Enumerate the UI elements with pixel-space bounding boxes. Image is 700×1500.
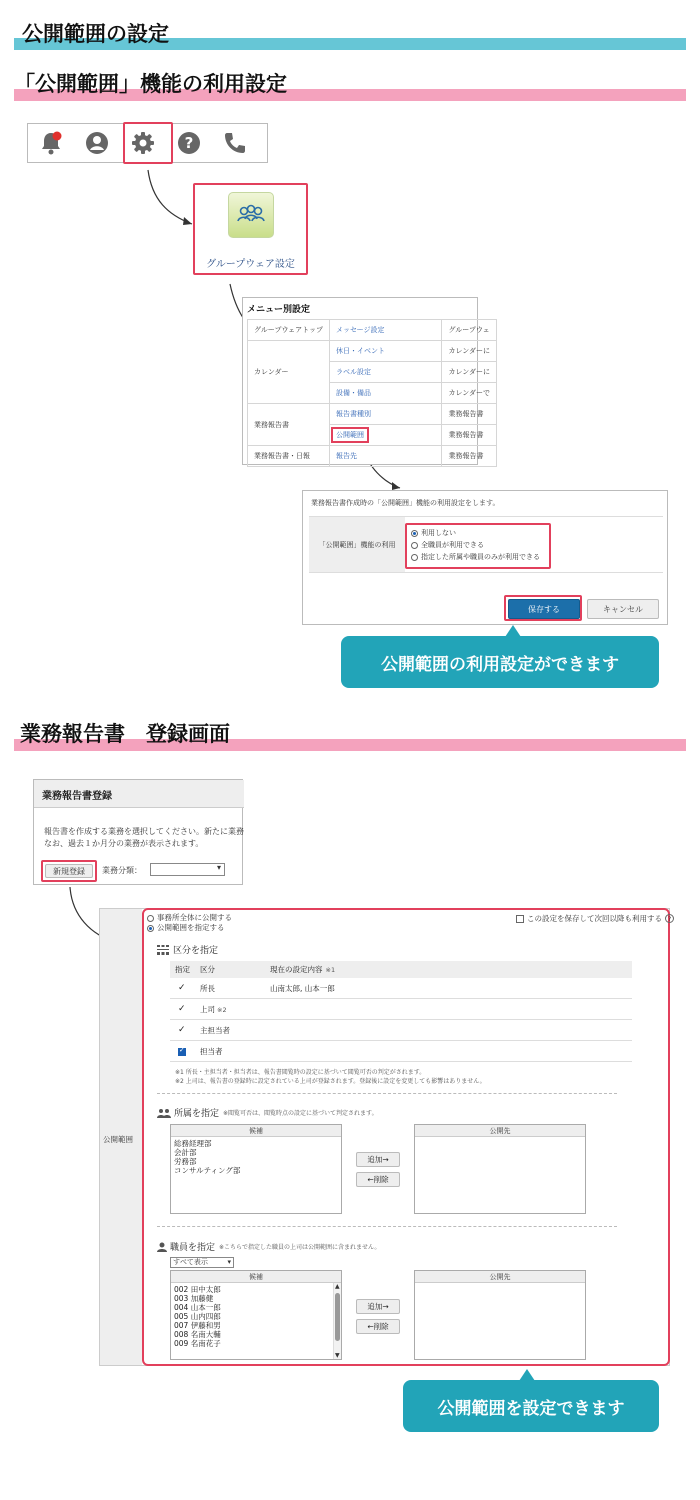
menu-item-public-scope-link[interactable]: 公開範囲 — [331, 427, 369, 443]
list-item[interactable]: 総務経理部 — [174, 1139, 212, 1148]
group-icon — [236, 204, 266, 226]
radio-unselected[interactable] — [411, 554, 418, 561]
menu-group-cell: カレンダー — [248, 341, 330, 404]
usage-options-highlight — [405, 523, 551, 569]
groupware-settings-label: グループウェア設定 — [206, 259, 295, 270]
usage-option[interactable]: 全職員が利用できる — [411, 539, 545, 551]
menu-settings-panel — [242, 297, 490, 465]
dept-target-list[interactable] — [414, 1124, 586, 1214]
menu-desc-cell: 業務報告書 — [442, 446, 497, 467]
person-icon — [157, 1242, 167, 1252]
radio-public-all[interactable]: 事務所全体に公開する — [147, 913, 232, 923]
section1-subtitle: 「公開範囲」機能の利用設定 — [14, 72, 287, 96]
menu-desc-cell: 業務報告書 — [442, 425, 497, 446]
scope-radios — [147, 913, 232, 933]
checkbox[interactable] — [516, 915, 524, 923]
menu-item-public-scope-cell — [329, 425, 442, 446]
category-section-header: 区分を指定 — [157, 943, 218, 956]
menu-item-link[interactable]: 報告書種別 — [329, 404, 442, 425]
save-next-checkbox[interactable]: この設定を保存して次回以降も利用する ? — [516, 913, 674, 924]
category-name: 上司 ※2 — [200, 1004, 227, 1014]
check-mark-icon[interactable]: ✓ — [178, 1025, 186, 1035]
category-row — [170, 999, 632, 1020]
category-row: ✓ 担当者 — [170, 1041, 632, 1062]
chevron-down-icon: ▾ — [227, 1258, 231, 1266]
staff-add-button[interactable]: 追加→ — [356, 1299, 400, 1314]
radio-selected[interactable] — [411, 530, 418, 537]
list-item[interactable]: 会計部 — [174, 1148, 197, 1157]
category-table-header: 指定 区分 現在の設定内容 ※1 — [170, 961, 632, 978]
register-panel — [33, 779, 243, 885]
svg-text:?: ? — [184, 134, 194, 152]
menu-group-cell: グループウェアトップ — [248, 320, 330, 341]
scrollbar[interactable] — [333, 1283, 341, 1359]
radio-selected[interactable] — [147, 925, 154, 932]
scope-form-side — [100, 909, 142, 1365]
staff-section-header: 職員を指定 ※こちらで指定した職員の上司は公開範囲に含まれません。 — [157, 1240, 380, 1253]
menu-desc-cell: グループウェ — [442, 320, 497, 341]
staff-target-header: 公開先 — [415, 1271, 585, 1283]
list-item[interactable]: 005 山内四郎 — [174, 1312, 221, 1321]
category-row: ✓ 所長 山南太郎, 山本一郎 — [170, 978, 632, 999]
divider — [157, 1093, 617, 1094]
register-panel-title: 業務報告書登録 — [42, 791, 112, 802]
scroll-thumb[interactable] — [335, 1293, 340, 1341]
menu-item-link[interactable]: 休日・イベント — [329, 341, 442, 362]
save-button-highlight — [504, 595, 582, 621]
checkbox-checked[interactable] — [178, 1048, 186, 1056]
callout1: 公開範囲の利用設定ができます — [341, 636, 659, 688]
usage-setting-intro: 業務報告書作成時の「公開範囲」機能の利用設定をします。 — [311, 499, 500, 507]
new-register-highlight — [41, 860, 97, 882]
usage-option[interactable]: 利用しない — [411, 527, 545, 539]
menu-settings-title: メニュー別設定 — [247, 305, 311, 315]
menu-settings-table — [247, 319, 497, 467]
scope-side-label: 公開範囲 — [103, 1135, 133, 1144]
save-button[interactable]: 保存する — [508, 599, 580, 619]
staff-filter-select[interactable]: すべて表示 ▾ — [170, 1257, 234, 1268]
radio-unselected[interactable] — [147, 915, 154, 922]
dept-target-header: 公開先 — [415, 1125, 585, 1137]
list-item[interactable]: 003 加藤健 — [174, 1294, 214, 1303]
chevron-down-icon: ▾ — [216, 863, 221, 872]
section2-title: 業務報告書 登録画面 — [20, 722, 230, 746]
dept-add-button[interactable]: 追加→ — [356, 1152, 400, 1167]
category-footnote2: ※2 上司は、報告書の登録時に設定されている上司が登録されます。登録後に設定を変更しても影響はありません。 — [175, 1078, 486, 1085]
category-grid-icon — [157, 945, 169, 955]
dept-candidate-items — [171, 1137, 341, 1177]
category-row: ✓ 主担当者 — [170, 1020, 632, 1041]
dept-section-header: 所属を指定 ※閲覧可否は、閲覧時点の設定に基づいて判定されます。 — [157, 1106, 378, 1119]
list-item[interactable]: 002 田中太郎 — [174, 1285, 221, 1294]
menu-item-link[interactable]: 設備・備品 — [329, 383, 442, 404]
divider — [157, 1226, 617, 1227]
group-icon — [157, 1108, 171, 1118]
menu-desc-cell: カレンダーに — [442, 362, 497, 383]
groupware-settings-tile[interactable] — [193, 183, 308, 275]
help-circle-icon[interactable]: ? — [665, 914, 674, 923]
list-item[interactable]: 007 伊藤和男 — [174, 1321, 221, 1330]
section1-title: 公開範囲の設定 — [22, 22, 169, 46]
groupware-icon-box — [228, 192, 274, 238]
list-item[interactable]: コンサルティング部 — [174, 1166, 241, 1175]
list-item[interactable]: 004 山本一郎 — [174, 1303, 221, 1312]
menu-desc-cell: カレンダーで — [442, 383, 497, 404]
check-mark-icon[interactable]: ✓ — [178, 983, 186, 993]
cancel-button[interactable]: キャンセル — [587, 599, 659, 619]
list-item[interactable]: 009 名南花子 — [174, 1339, 221, 1348]
menu-item-link[interactable]: 報告先 — [329, 446, 442, 467]
register-panel-line1: 報告書を作成する業務を選択してください。新たに業務 — [44, 827, 244, 836]
scroll-up-icon[interactable]: ▲ — [335, 1283, 340, 1290]
menu-group-cell: 業務報告書・日報 — [248, 446, 330, 467]
staff-candidate-list[interactable] — [170, 1270, 342, 1360]
scroll-down-icon[interactable]: ▼ — [335, 1352, 340, 1359]
register-panel-line2: なお、過去１か月分の業務が表示されます。 — [44, 839, 204, 848]
menu-desc-cell: 業務報告書 — [442, 404, 497, 425]
menu-item-link[interactable]: メッセージ設定 — [329, 320, 442, 341]
dept-remove-button[interactable]: ←削除 — [356, 1172, 400, 1187]
register-panel-header — [34, 780, 244, 808]
radio-unselected[interactable] — [411, 542, 418, 549]
category-checkbox-cell — [170, 1047, 200, 1056]
menu-desc-cell: カレンダーに — [442, 341, 497, 362]
check-mark-icon[interactable]: ✓ — [178, 1004, 186, 1014]
menu-item-link[interactable]: ラベル設定 — [329, 362, 442, 383]
usage-setting-row — [309, 516, 663, 573]
new-register-button[interactable]: 新規登録 — [45, 864, 93, 878]
category-footnote1: ※1 所長・主担当者・担当者は、報告書閲覧時の設定に基づいて閲覧可否の判定がされます。 — [175, 1069, 426, 1076]
category-select[interactable] — [150, 863, 225, 876]
radio-specify-scope[interactable]: 公開範囲を指定する — [147, 923, 232, 933]
callout2: 公開範囲を設定できます — [403, 1380, 659, 1432]
usage-setting-label: 「公開範囲」機能の利用 — [309, 517, 405, 572]
category-table — [170, 961, 632, 1085]
list-item[interactable]: 労務部 — [174, 1157, 197, 1166]
staff-candidate-items — [171, 1283, 341, 1350]
staff-candidate-header: 候補 — [171, 1271, 341, 1283]
dept-candidate-header: 候補 — [171, 1125, 341, 1137]
menu-group-cell: 業務報告書 — [248, 404, 330, 446]
dept-candidate-list[interactable] — [170, 1124, 342, 1214]
usage-option[interactable]: 指定した所属や職員のみが利用できる — [411, 551, 545, 563]
staff-remove-button[interactable]: ←削除 — [356, 1319, 400, 1334]
list-item[interactable]: 008 名南大輔 — [174, 1330, 221, 1339]
category-label: 業務分類： — [102, 866, 142, 875]
usage-setting-panel — [302, 490, 668, 625]
staff-target-list[interactable] — [414, 1270, 586, 1360]
